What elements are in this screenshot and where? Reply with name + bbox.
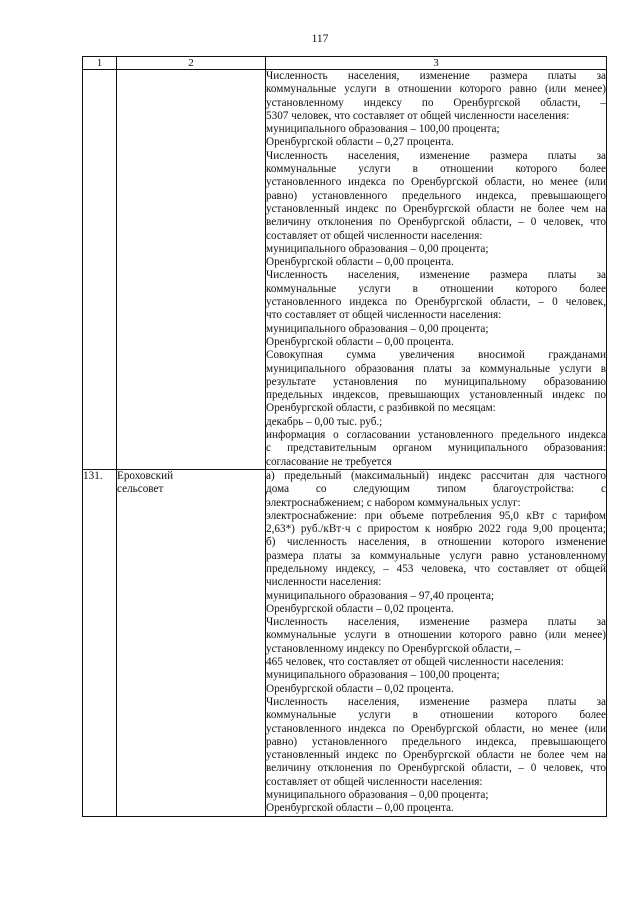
text-line: Оренбургской области – 0,00 процента.: [266, 335, 454, 348]
text-line: Численность населения, изменение размера платы за: [266, 616, 606, 629]
text-line: информация о согласовании установленного предельного индекса: [266, 429, 606, 442]
text-line: равно) установленного предельного индекса, превышающего: [266, 189, 606, 202]
text-line: 465 человек, что составляет от общей численности населения:: [266, 656, 564, 669]
text-line: установленный индекс по Оренбургской области не более чем на: [266, 749, 606, 762]
text-line: Оренбургской области – 0,00 процента.: [266, 802, 454, 815]
text-line: Численность населения, изменение размера платы за: [266, 149, 606, 162]
text-line: величину отклонения по Оренбургской области, – 0 человек, что: [266, 762, 606, 775]
text-line: Оренбургской области – 0,27 процента.: [266, 136, 454, 149]
text-line: размера платы за коммунальные услуги равно установленному: [266, 549, 606, 562]
text-line: Оренбургской области, с разбивкой по месяцам:: [266, 402, 496, 415]
row-text-cell: [266, 70, 607, 470]
text-line: Численность населения, изменение размера платы за: [266, 695, 606, 708]
text-line: согласование не требуется: [266, 455, 392, 468]
text-line: дома со следующим типом благоустройства: с: [266, 483, 606, 496]
row-131-text: [266, 470, 606, 816]
text-line: установленному индексу по Оренбургской области, –: [266, 642, 521, 655]
header-col-3: 3: [266, 57, 607, 70]
text-line: коммунальные услуги в отношении которого более: [266, 282, 606, 295]
text-line: установленного индекса по Оренбургской области, но менее (или: [266, 176, 606, 189]
text-line: равно) установленного предельного индекса, превышающего: [266, 735, 606, 748]
row-number-cell: 131.: [83, 469, 117, 816]
text-line: установленному индексу по Оренбургской области, –: [266, 96, 606, 109]
table-header-row: [83, 57, 607, 70]
text-line: 2,63*) руб./кВт·ч с приростом к ноябрю 2022 года 9,00 процента;: [266, 523, 606, 536]
text-line: коммунальные услуги в отношении которого более: [266, 709, 606, 722]
text-line: муниципального образования – 0,00 процента;: [266, 789, 489, 802]
text-line: составляет от общей численности населения:: [266, 229, 483, 242]
text-line: электроснабжение: при объеме потребления 95,0 кВт с тарифом: [266, 509, 606, 522]
header-col-1: 1: [83, 57, 117, 70]
page-number: 117: [311, 33, 329, 45]
text-line: установленного индекса по Оренбургской области, – 0 человек,: [266, 296, 606, 309]
text-line: Оренбургской области – 0,02 процента.: [266, 682, 454, 695]
text-line: муниципального образования – 0,00 процента;: [266, 242, 489, 255]
text-line: Оренбургской области – 0,00 процента.: [266, 256, 454, 269]
continuation-text: [266, 70, 606, 469]
text-line: величину отклонения по Оренбургской области, – 0 человек, что: [266, 216, 606, 229]
text-line: коммунальные услуги в отношении которого более: [266, 163, 606, 176]
row-number-cell: [83, 70, 117, 470]
text-line: декабрь – 0,00 тыс. руб.;: [266, 415, 383, 428]
text-line: а) предельный (максимальный) индекс рассчитан для частного: [266, 469, 606, 482]
row-name-cell: [117, 70, 266, 470]
text-line: 5307 человек, что составляет от общей численности населения:: [266, 109, 570, 122]
text-line: коммунальные услуги в отношении которого равно (или менее): [266, 83, 606, 96]
text-line: предельных индексов, превышающих установленный индекс по: [266, 389, 606, 402]
text-line: муниципального образования – 0,00 процента;: [266, 322, 489, 335]
text-line: коммунальные услуги в отношении которого равно (или менее): [266, 629, 606, 642]
row-text-cell: [266, 469, 607, 816]
text-line: Оренбургской области – 0,02 процента.: [266, 602, 454, 615]
text-line: установленный индекс по Оренбургской области не более чем на: [266, 202, 606, 215]
text-line: составляет от общей численности населения:: [266, 775, 483, 788]
row-name-cell: [117, 469, 266, 816]
text-line: муниципального образования – 97,40 процента;: [266, 589, 495, 602]
text-line: Численность населения, изменение размера платы за: [266, 70, 606, 82]
header-col-2: 2: [117, 57, 266, 70]
text-line: б) численность населения, в отношении которого изменение: [266, 536, 606, 549]
municipality-name-line-2: сельсовет: [117, 483, 164, 496]
table-row-continuation: [83, 70, 607, 470]
text-line: установленного индекса по Оренбургской области, но менее (или: [266, 722, 606, 735]
table-row-131: [83, 469, 607, 816]
data-table: [82, 56, 607, 817]
text-line: с представительным органом муниципального образования:: [266, 442, 606, 455]
text-line: муниципального образования платы за коммунальные услуги в: [266, 362, 606, 375]
municipality-name-line-1: Ероховский: [117, 469, 174, 482]
text-line: численности населения:: [266, 576, 382, 589]
text-line: что составляет от общей численности населения:: [266, 309, 502, 322]
text-line: муниципального образования – 100,00 процента;: [266, 123, 500, 136]
text-line: Совокупная сумма увеличения вносимой гражданами: [266, 349, 606, 362]
text-line: результате установления по муниципальному образованию: [266, 375, 606, 388]
text-line: муниципального образования – 100,00 процента;: [266, 669, 500, 682]
text-line: Численность населения, изменение размера платы за: [266, 269, 606, 282]
text-line: электроснабжением; с набором коммунальных услуг:: [266, 496, 521, 509]
text-line: предельному индексу, – 453 человека, что составляет от общей: [266, 562, 606, 575]
